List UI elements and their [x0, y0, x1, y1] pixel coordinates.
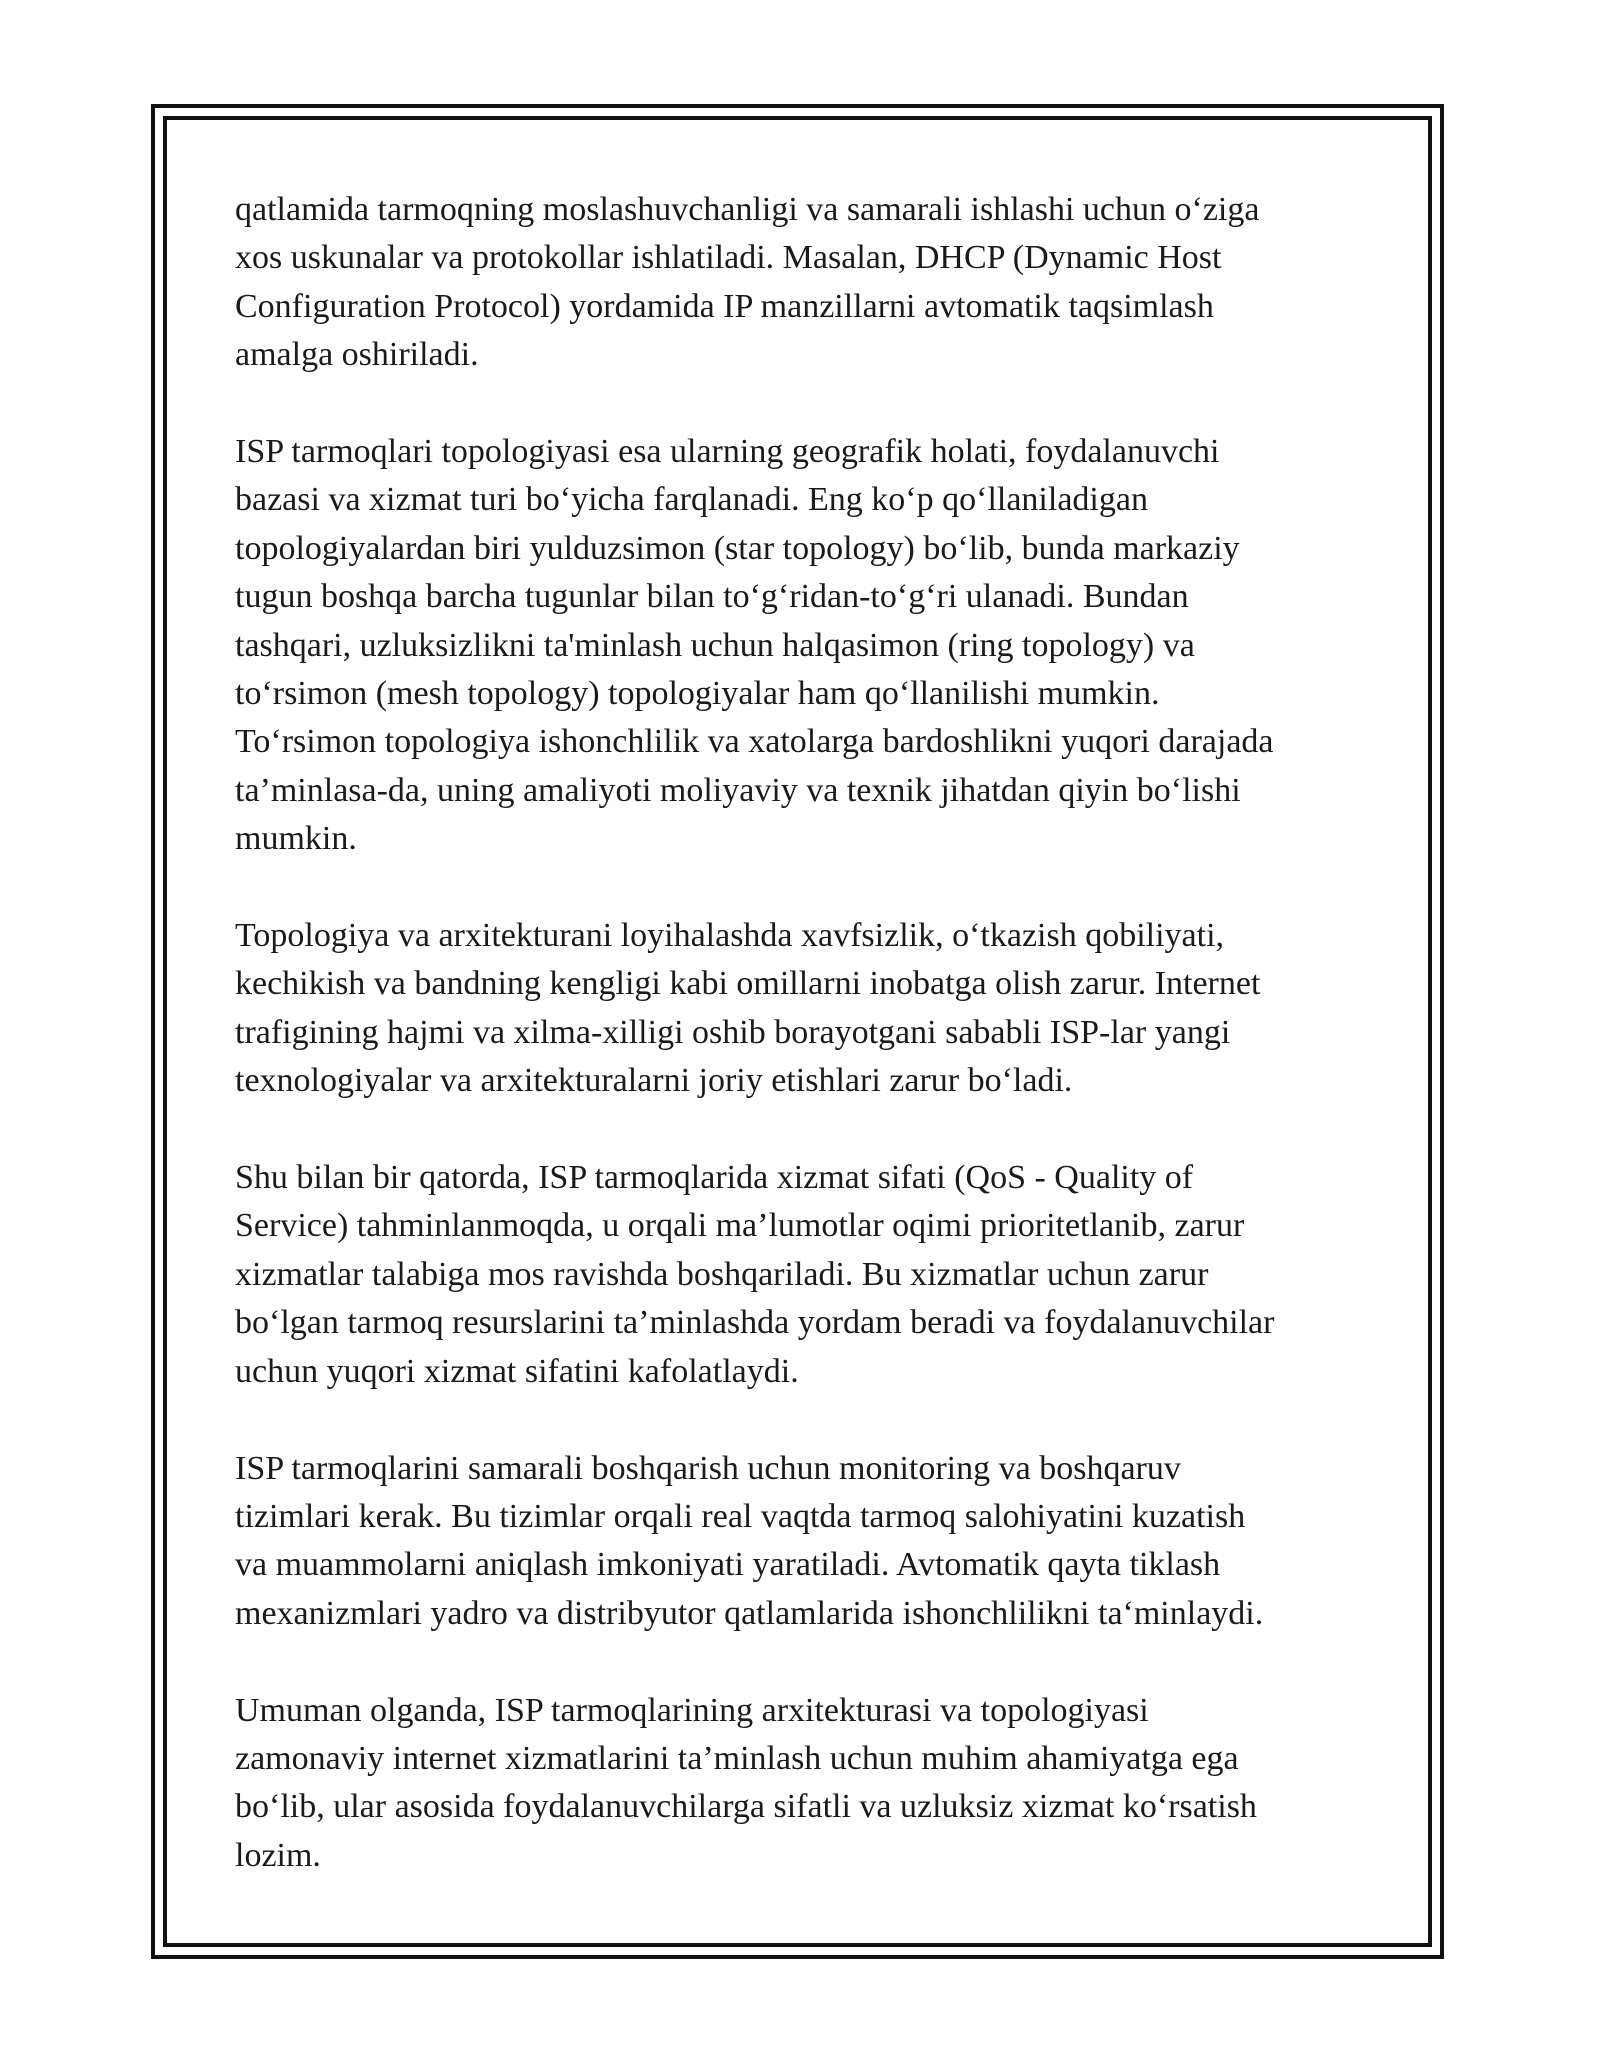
paragraph-2	[235, 428, 1365, 864]
text-line: To‘rsimon topologiya ishonchlilik va xatolarga bardoshlikni yuqori darajada	[235, 723, 1274, 761]
text-line: kechikish va bandning kengligi kabi omillarni inobatga olish zarur. Internet	[235, 965, 1261, 1003]
text-line: ta’minlasa-da, uning amaliyoti moliyaviy va texnik jihatdan qiyin bo‘lishi	[235, 771, 1241, 809]
text-line: Shu bilan bir qatorda, ISP tarmoqlarida xizmat sifati (QoS - Quality of	[235, 1159, 1194, 1197]
text-line: Topologiya va arxitekturani loyihalashda xavfsizlik, o‘tkazish qobiliyati,	[235, 917, 1225, 955]
text-line: qatlamida tarmoqning moslashuvchanligi va samarali ishlashi uchun o‘ziga	[235, 191, 1260, 228]
text-line: uchun yuqori xizmat sifatini kafolatlaydi.	[235, 1352, 799, 1390]
text-line: ISP tarmoqlarini samarali boshqarish uchun monitoring va boshqaruv	[235, 1449, 1181, 1487]
document-body	[235, 186, 1365, 1929]
text-line: ISP tarmoqlari topologiyasi esa ularning geografik holati, foydalanuvchi	[235, 433, 1220, 471]
text-line: to‘rsimon (mesh topology) topologiyalar ham qo‘llanilishi mumkin.	[235, 675, 1160, 713]
text-line: bazasi va xizmat turi bo‘yicha farqlanadi. Eng ko‘p qo‘llaniladigan	[235, 481, 1148, 519]
paragraph-1	[235, 186, 1365, 380]
text-line: texnologiyalar va arxitekturalarni joriy etishlari zarur bo‘ladi.	[235, 1062, 1073, 1100]
text-line: lozim.	[235, 1836, 321, 1874]
paragraph-6	[235, 1687, 1365, 1881]
text-line: Configuration Protocol) yordamida IP manzillarni avtomatik taqsimlash	[235, 287, 1214, 325]
text-line: xizmatlar talabiga mos ravishda boshqariladi. Bu xizmatlar uchun zarur	[235, 1255, 1209, 1293]
text-line: bo‘lgan tarmoq resurslarini ta’minlashda yordam beradi va foydalanuvchilar	[235, 1304, 1275, 1342]
text-line: mexanizmlari yadro va distribyutor qatlamlarida ishonchlilikni ta‘minlaydi.	[235, 1594, 1264, 1632]
text-line: Service) tahminlanmoqda, u orqali ma’lumotlar oqimi prioritetlanib, zarur	[235, 1207, 1245, 1245]
text-line: trafigining hajmi va xilma-xilligi oshib borayotgani sababli ISP-lar yangi	[235, 1013, 1231, 1051]
paragraph-5	[235, 1445, 1365, 1639]
text-line: Umuman olganda, ISP tarmoqlarining arxitekturasi va topologiyasi	[235, 1691, 1149, 1729]
text-line: tizimlari kerak. Bu tizimlar orqali real vaqtda tarmoq salohiyatini kuzatish	[235, 1497, 1246, 1535]
text-line: topologiyalardan biri yulduzsimon (star topology) bo‘lib, bunda markaziy	[235, 529, 1240, 567]
text-line: va muammolarni aniqlash imkoniyati yaratiladi. Avtomatik qayta tiklash	[235, 1546, 1221, 1584]
text-line: xos uskunalar va protokollar ishlatiladi. Masalan, DHCP (Dynamic Host	[235, 239, 1222, 277]
text-line: bo‘lib, ular asosida foydalanuvchilarga sifatli va uzluksiz xizmat ko‘rsatish	[235, 1788, 1257, 1826]
text-line: mumkin.	[235, 820, 357, 858]
paragraph-3	[235, 912, 1365, 1106]
text-line: tashqari, uzluksizlikni ta'minlash uchun halqasimon (ring topology) va	[235, 626, 1195, 664]
text-line: amalga oshiriladi.	[235, 336, 479, 374]
paragraph-4	[235, 1154, 1365, 1396]
text-line: tugun boshqa barcha tugunlar bilan to‘g‘ridan-to‘g‘ri ulanadi. Bundan	[235, 578, 1189, 616]
text-line: zamonaviy internet xizmatlarini ta’minlash uchun muhim ahamiyatga ega	[235, 1739, 1239, 1777]
